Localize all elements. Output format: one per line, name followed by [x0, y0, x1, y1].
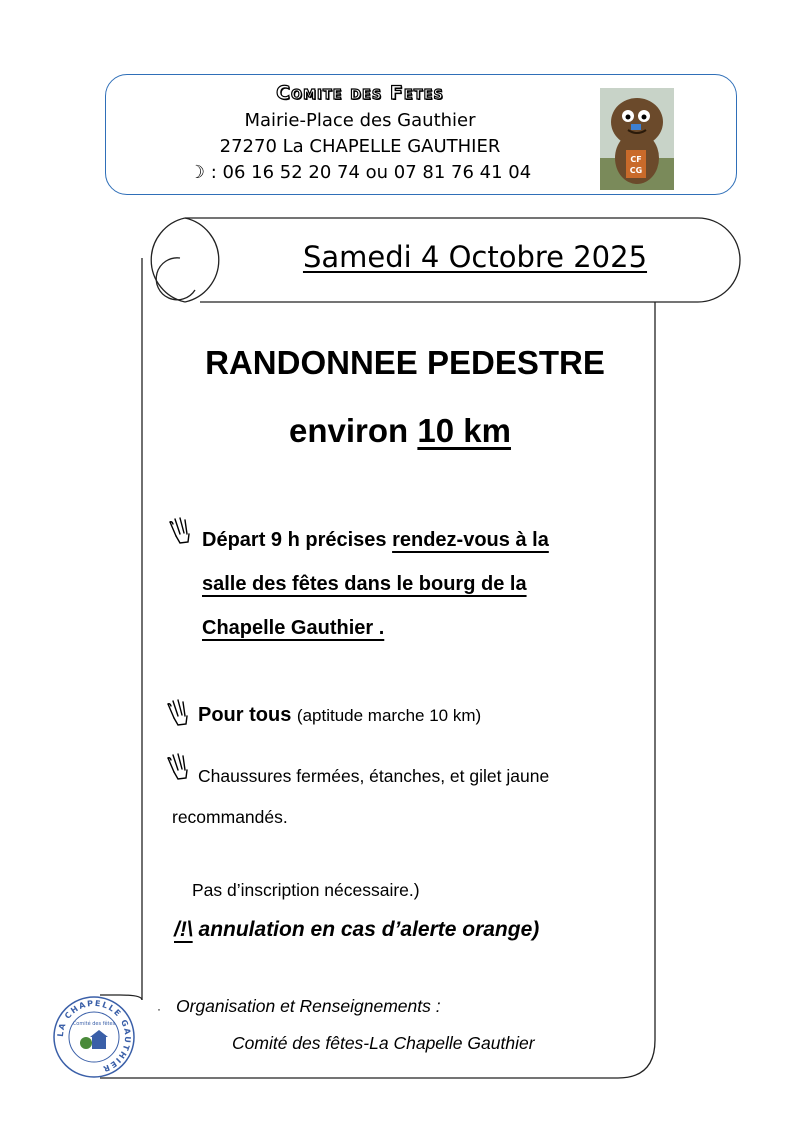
equipment-line-2: recommandés. — [172, 807, 288, 827]
aptitude-note: (aptitude marche 10 km) — [296, 706, 482, 725]
event-title: RANDONNEE PEDESTRE — [205, 344, 605, 381]
depart-location-3: Chapelle Gauthier . — [202, 617, 385, 639]
committee-title: Comite des Fetes — [276, 82, 444, 104]
footer-bullet: · — [157, 1002, 161, 1016]
registration-note: Pas d’inscription nécessaire.) — [192, 880, 420, 900]
hand-pointer-icon — [164, 698, 192, 728]
mascot-badge-bottom: CG — [629, 166, 643, 175]
audience-line — [198, 704, 481, 727]
phone-numbers: : 06 16 52 20 74 ou 07 81 76 41 04 — [210, 162, 532, 183]
event-distance — [150, 412, 650, 450]
committee-stamp — [52, 995, 136, 1079]
warning-symbol: /!\ — [174, 918, 193, 941]
hand-pointer-icon — [164, 752, 192, 782]
organisation-label: Organisation et Renseignements : — [176, 996, 441, 1016]
distance-prefix: environ — [289, 412, 409, 449]
depart-location-2: salle des fêtes dans le bourg de la — [202, 573, 527, 595]
organiser-name: Comité des fêtes-La Chapelle Gauthier — [232, 1033, 535, 1053]
stamp-inner-text: Comité des fêtes — [72, 1021, 116, 1027]
equipment-line: Chaussures fermées, étanches, et gilet jaune — [198, 766, 550, 786]
depart-location-1: rendez-vous à la — [392, 529, 549, 551]
stamp-text: LA CHAPELLE GAUTHIER — [55, 998, 133, 1074]
event-date: Samedi 4 Octobre 2025 — [302, 240, 648, 274]
pour-tous: Pour tous — [198, 704, 292, 726]
distance-value: 10 km — [417, 412, 511, 449]
mascot-badge-top: CF — [630, 155, 642, 164]
hand-pointer-icon — [166, 516, 194, 546]
cancellation-note — [174, 918, 539, 942]
depart-time: Départ 9 h précises — [202, 529, 387, 551]
header-address: Mairie-Place des Gauthier — [244, 110, 476, 131]
depart-paragraph — [202, 518, 642, 650]
header-city: 27270 La CHAPELLE GAUTHIER — [219, 136, 501, 157]
cancellation-text: annulation en cas d’alerte orange) — [198, 918, 540, 941]
phone-icon: ☽ — [188, 162, 205, 183]
